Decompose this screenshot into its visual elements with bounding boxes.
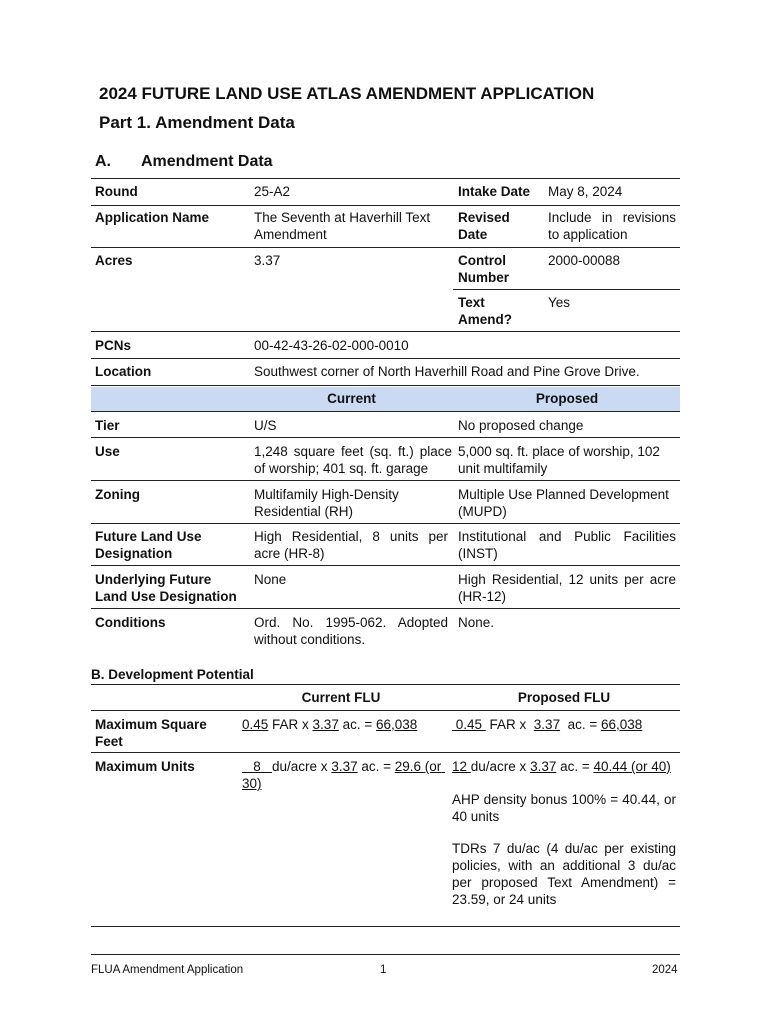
table-rule	[91, 178, 680, 179]
table-rule	[91, 437, 680, 438]
acres-value: 3.37	[331, 759, 358, 774]
acres-value: 3.37	[254, 253, 281, 268]
control-number-value: 2000-00088	[548, 253, 621, 268]
table-rule	[91, 480, 680, 481]
use-proposed: 5,000 sq. ft. place of worship, 102 unit multifamily	[458, 444, 660, 476]
zoning-proposed: Multiple Use Planned Development (MUPD)	[458, 487, 669, 519]
acres-label: Acres	[95, 253, 133, 268]
conditions-current: Ord. No. 1995-062. Adopted without conditions.	[254, 615, 448, 647]
intake-date-label: Intake Date	[458, 184, 531, 199]
section-a-heading	[95, 153, 273, 171]
pcns-label: PCNs	[95, 338, 132, 353]
round-value: 25-A2	[254, 184, 291, 199]
units-result: 29.6 (or 30)	[242, 759, 446, 791]
underlying-flu-current: None	[254, 572, 287, 587]
du-text: du/acre x	[470, 759, 531, 774]
acres-value: 3.37	[530, 759, 557, 774]
far-text: FAR x	[268, 717, 313, 732]
max-sqft-proposed	[452, 716, 642, 733]
table-rule	[91, 565, 680, 566]
ac-text: ac. =	[357, 759, 395, 774]
far-value: 0.45	[242, 717, 269, 732]
ahp-density-bonus: AHP density bonus 100% = 40.44, or 40 units	[452, 792, 676, 824]
sqft-result: 66,038	[600, 717, 643, 732]
tier-current: U/S	[254, 418, 277, 433]
underlying-flu-proposed: High Residential, 12 units per acre (HR-12)	[458, 572, 676, 604]
ac-text: ac. =	[560, 717, 601, 732]
page-title: 2024 FUTURE LAND USE ATLAS AMENDMENT APPLICATION	[99, 84, 595, 103]
section-a-number: A.	[95, 153, 111, 170]
acres-value: 3.37	[312, 717, 339, 732]
location-value: Southwest corner of North Haverhill Road and Pine Grove Drive.	[254, 364, 640, 379]
text-amend-value: Yes	[548, 295, 571, 310]
du-text: du/acre x	[272, 759, 332, 774]
proposed-flu-header: Proposed FLU	[517, 690, 611, 705]
pcns-value: 00-42-43-26-02-000-0010	[254, 338, 409, 353]
table-rule	[91, 710, 680, 711]
table-rule	[91, 385, 680, 386]
page-number: 1	[380, 964, 387, 976]
table-rule	[91, 247, 680, 248]
underlying-flu-label: Underlying Future Land Use Designation	[95, 572, 237, 604]
tdrs-note: TDRs 7 du/ac (4 du/ac per existing policies, with an additional 3 du/ac per proposed Text Amendment) = 23.59, or 24 units	[452, 841, 676, 907]
table-rule	[91, 684, 680, 685]
current-column-header: Current	[327, 391, 376, 406]
conditions-proposed: None.	[458, 615, 495, 630]
tier-proposed: No proposed change	[458, 418, 584, 433]
location-label: Location	[95, 364, 152, 379]
footer-right: 2024	[652, 964, 678, 976]
zoning-label: Zoning	[95, 487, 140, 502]
max-units-current	[242, 758, 446, 792]
conditions-label: Conditions	[95, 615, 166, 630]
table-rule	[91, 205, 680, 206]
ac-text: ac. =	[556, 759, 594, 774]
section-a-title: Amendment Data	[141, 153, 273, 170]
page-subtitle: Part 1. Amendment Data	[99, 113, 295, 132]
du-value: 12	[452, 759, 471, 774]
application-name-value: The Seventh at Haverhill Text Amendment	[254, 210, 431, 242]
round-label: Round	[95, 184, 138, 199]
units-result: 40.44 (or 40)	[593, 759, 671, 774]
max-units-proposed	[452, 758, 671, 775]
max-sqft-label: Maximum Square Feet	[95, 717, 207, 749]
application-name-label: Application Name	[95, 210, 210, 225]
table-rule	[453, 289, 680, 290]
table-rule	[91, 331, 680, 332]
flu-designation-label: Future Land Use Designation	[95, 529, 202, 561]
max-units-label: Maximum Units	[95, 759, 195, 774]
section-b-heading: B. Development Potential	[91, 667, 254, 682]
far-text: FAR x	[485, 717, 534, 732]
flu-designation-proposed: Institutional and Public Facilities (INST)	[458, 529, 676, 561]
flu-designation-current: High Residential, 8 units per acre (HR-8)	[254, 529, 448, 561]
current-flu-header: Current FLU	[301, 690, 381, 705]
max-sqft-current	[242, 716, 417, 733]
text-amend-label: Text Amend?	[458, 295, 512, 327]
table-rule	[91, 358, 680, 359]
zoning-current: Multifamily High-Density Residential (RH)	[254, 487, 399, 519]
proposed-column-header: Proposed	[535, 391, 599, 406]
ac-text: ac. =	[338, 717, 376, 732]
tier-label: Tier	[95, 418, 120, 433]
revised-date-value: Include in revisions to application	[548, 210, 676, 242]
table-rule	[91, 608, 680, 609]
use-label: Use	[95, 444, 120, 459]
far-value: 0.45	[452, 717, 486, 732]
sqft-result: 66,038	[375, 717, 418, 732]
table-rule	[91, 752, 680, 753]
use-current: 1,248 square feet (sq. ft.) place of worship; 401 sq. ft. garage	[254, 444, 452, 476]
control-number-label: Control Number	[458, 253, 510, 285]
table-rule	[91, 411, 680, 412]
table-rule	[91, 926, 680, 927]
intake-date-value: May 8, 2024	[548, 184, 623, 199]
acres-value: 3.37	[533, 717, 561, 732]
footer-left: FLUA Amendment Application	[91, 964, 244, 976]
table-rule	[91, 523, 680, 524]
du-value: 8	[242, 759, 273, 774]
footer-rule	[91, 954, 680, 955]
revised-date-label: Revised Date	[458, 210, 510, 242]
